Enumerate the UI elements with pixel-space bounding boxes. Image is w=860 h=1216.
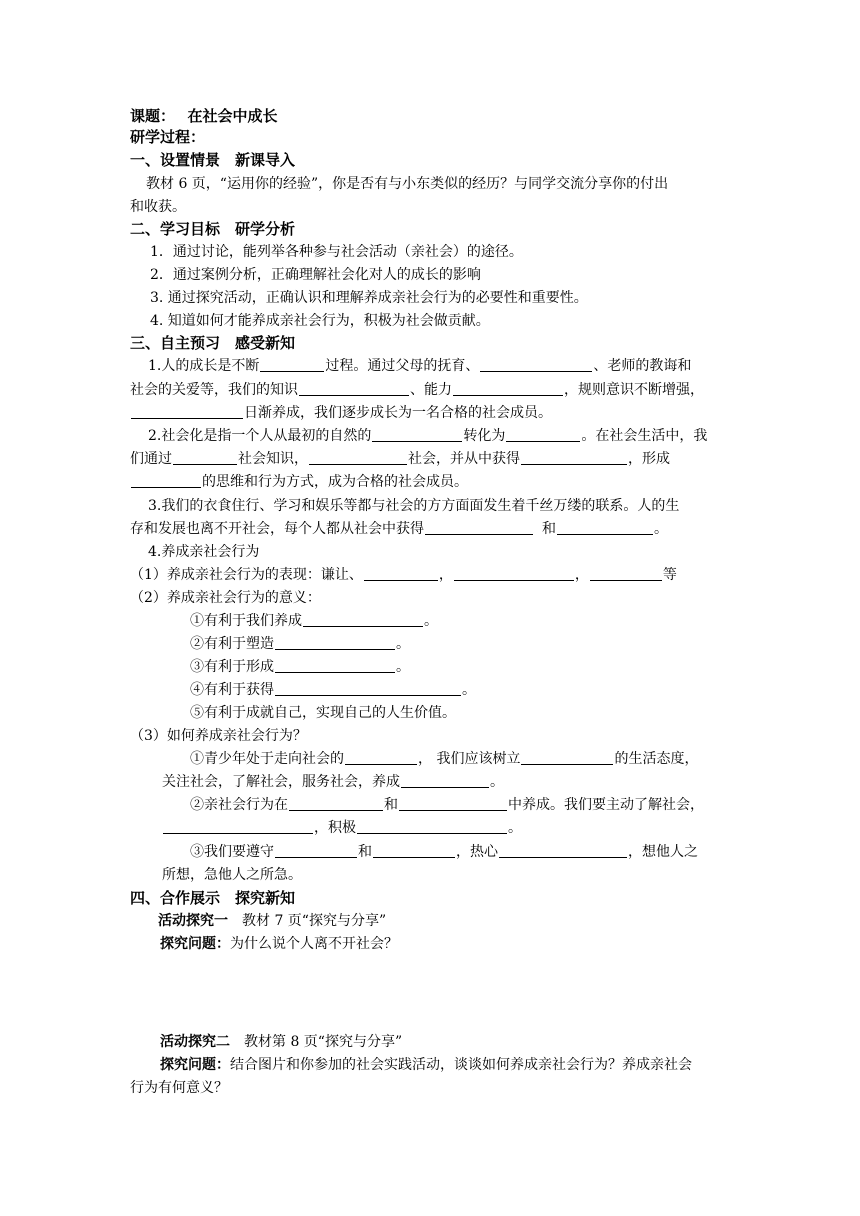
text: 。 bbox=[654, 521, 668, 537]
prosocial-significance-heading: （2）养成亲社会行为的意义： bbox=[130, 590, 321, 606]
text: 。 bbox=[424, 613, 438, 629]
activity-1 bbox=[158, 911, 386, 931]
how-to-item-2 bbox=[190, 795, 704, 815]
question-2 bbox=[160, 1055, 692, 1075]
text: 等 bbox=[662, 567, 677, 583]
text: ②亲社会行为在 bbox=[190, 797, 288, 813]
title-label: 课题： bbox=[130, 107, 176, 125]
text: ③有利于形成 bbox=[190, 659, 274, 675]
question-text: 结合图片和你参加的社会实践活动，谈谈如何养成亲社会行为？养成亲社会 bbox=[230, 1057, 692, 1073]
goal-item: 4. 知道如何才能养成亲社会行为，积极为社会做贡献。 bbox=[150, 313, 490, 329]
preview-item-2-cont bbox=[130, 449, 670, 469]
fill-blank[interactable] bbox=[590, 566, 662, 581]
preview-item-1 bbox=[148, 356, 691, 376]
fill-blank[interactable] bbox=[499, 843, 627, 858]
fill-blank[interactable] bbox=[373, 843, 455, 858]
text: 、能力 bbox=[410, 382, 452, 398]
fill-blank[interactable] bbox=[173, 450, 237, 465]
text: 的思维和行为方式，成为合格的社会成员。 bbox=[202, 474, 468, 490]
text: 。 bbox=[396, 636, 410, 652]
activity-2 bbox=[160, 1032, 402, 1052]
fill-blank[interactable] bbox=[131, 404, 243, 419]
fill-blank[interactable] bbox=[557, 520, 653, 535]
text: 日渐养成，我们逐步成长为一名合格的社会成员。 bbox=[244, 405, 552, 421]
significance-item bbox=[190, 634, 410, 654]
text: 。 bbox=[396, 659, 410, 675]
fill-blank[interactable] bbox=[521, 450, 627, 465]
section-1-text: 教材 6 页，“运用你的经验”，你是否有与小东类似的经历？与同学交流分享你的付出 bbox=[146, 176, 669, 192]
text: 关注社会，了解社会，服务社会，养成 bbox=[162, 774, 400, 790]
fill-blank[interactable] bbox=[453, 381, 563, 396]
section-1-heading: 一、设置情景 新课导入 bbox=[130, 151, 296, 169]
text: ②有利于塑造 bbox=[190, 636, 274, 652]
fill-blank[interactable] bbox=[454, 566, 574, 581]
fill-blank[interactable] bbox=[425, 520, 533, 535]
fill-blank[interactable] bbox=[303, 612, 423, 627]
text: 。在社会生活中，我 bbox=[581, 428, 708, 444]
preview-item-3-cont bbox=[130, 519, 668, 539]
fill-blank[interactable] bbox=[131, 473, 201, 488]
fill-blank[interactable] bbox=[163, 819, 313, 834]
text: 中养成。我们要主动了解社会， bbox=[508, 797, 704, 813]
question-2-cont: 行为有何意义？ bbox=[130, 1080, 228, 1096]
section-4-heading: 四、合作展示 探究新知 bbox=[130, 889, 296, 907]
activity-text: 教材 7 页“探究与分享” bbox=[228, 913, 387, 929]
activity-label: 活动探究一 bbox=[158, 913, 228, 929]
activity-text: 教材第 8 页“探究与分享” bbox=[230, 1034, 403, 1050]
fill-blank[interactable] bbox=[289, 796, 383, 811]
text: ①青少年处于走向社会的 bbox=[190, 751, 344, 767]
fill-blank[interactable] bbox=[480, 357, 592, 372]
fill-blank[interactable] bbox=[506, 427, 580, 442]
text: 存和发展也离不开社会，每个人都从社会中获得 bbox=[130, 521, 424, 537]
text: ，积极 bbox=[314, 820, 356, 836]
text: 1.人的成长是不断 bbox=[148, 358, 260, 374]
text: 的生活态度， bbox=[614, 751, 699, 767]
question-label: 探究问题： bbox=[160, 1057, 230, 1073]
fill-blank[interactable] bbox=[364, 566, 438, 581]
fill-blank[interactable] bbox=[521, 750, 613, 765]
how-to-item-2-cont bbox=[162, 818, 522, 838]
text: ， bbox=[574, 567, 589, 583]
significance-item bbox=[190, 680, 476, 700]
preview-item-2 bbox=[148, 426, 707, 446]
fill-blank[interactable] bbox=[309, 450, 407, 465]
text: ④有利于获得 bbox=[190, 682, 274, 698]
how-to-item-1-cont bbox=[162, 772, 504, 792]
fill-blank[interactable] bbox=[260, 357, 324, 372]
question-label: 探究问题： bbox=[160, 936, 230, 952]
process-label: 研学过程： bbox=[130, 128, 206, 146]
significance-item bbox=[190, 657, 410, 677]
activity-label: 活动探究二 bbox=[160, 1034, 230, 1050]
preview-item-4-heading: 4.养成亲社会行为 bbox=[148, 544, 260, 560]
text: ， bbox=[438, 567, 453, 583]
fill-blank[interactable] bbox=[345, 750, 417, 765]
text: 们通过 bbox=[130, 451, 172, 467]
section-3-heading: 三、自主预习 感受新知 bbox=[130, 334, 296, 352]
text: 转化为 bbox=[463, 428, 506, 444]
text: 。 bbox=[490, 774, 504, 790]
preview-item-2-cont bbox=[130, 472, 468, 492]
preview-item-1-cont bbox=[130, 380, 704, 400]
fill-blank[interactable] bbox=[275, 658, 395, 673]
text: 过程。通过父母的抚育、 bbox=[325, 358, 480, 374]
text: ①有利于我们养成 bbox=[190, 613, 302, 629]
text: 。 bbox=[462, 682, 476, 698]
text: （1）养成亲社会行为的表现：谦让、 bbox=[130, 567, 363, 583]
section-2-heading: 二、学习目标 研学分析 bbox=[130, 220, 296, 238]
text: ，想他人之 bbox=[628, 844, 698, 860]
fill-blank[interactable] bbox=[275, 635, 395, 650]
preview-item-3: 3.我们的衣食住行、学习和娱乐等都与社会的方方面面发生着千丝万缕的联系。人的生 bbox=[148, 498, 680, 514]
how-to-item-3 bbox=[190, 842, 698, 862]
prosocial-expression bbox=[130, 565, 677, 585]
fill-blank[interactable] bbox=[275, 681, 461, 696]
preview-item-1-cont bbox=[130, 403, 552, 423]
fill-blank[interactable] bbox=[401, 773, 489, 788]
text: 。 bbox=[508, 820, 522, 836]
how-to-item-3-cont: 所想，急他人之所急。 bbox=[162, 867, 302, 883]
title-text: 在社会中成长 bbox=[187, 107, 278, 125]
fill-blank[interactable] bbox=[399, 796, 507, 811]
goal-item: 2．通过案例分析，正确理解社会化对人的成长的影响 bbox=[150, 267, 481, 283]
text: 2.社会化是指一个人从最初的自然的 bbox=[148, 428, 372, 444]
fill-blank[interactable] bbox=[299, 381, 409, 396]
text: 社会，并从中获得 bbox=[408, 451, 520, 467]
text: ，热心 bbox=[456, 844, 498, 860]
text: 、老师的教诲和 bbox=[593, 358, 692, 374]
text: ，形成 bbox=[628, 451, 670, 467]
text: 社会知识， bbox=[238, 451, 308, 467]
fill-blank[interactable] bbox=[372, 427, 462, 442]
text: 和 bbox=[384, 797, 398, 813]
how-to-item-1 bbox=[190, 749, 698, 769]
fill-blank[interactable] bbox=[275, 843, 357, 858]
text: 社会的关爱等，我们的知识 bbox=[130, 382, 298, 398]
text: ，规则意识不断增强， bbox=[564, 382, 704, 398]
goal-item: 3. 通过探究活动，正确认识和理解养成亲社会行为的必要性和重要性。 bbox=[150, 290, 588, 306]
how-to-heading: （3）如何养成亲社会行为？ bbox=[130, 728, 307, 744]
text: ， 我们应该树立 bbox=[418, 751, 521, 767]
goal-item: 1．通过讨论，能列举各种参与社会活动（亲社会）的途径。 bbox=[150, 244, 523, 260]
fill-blank[interactable] bbox=[357, 819, 507, 834]
question-1 bbox=[160, 934, 398, 954]
text: ③我们要遵守 bbox=[190, 844, 274, 860]
text: 和 bbox=[542, 521, 556, 537]
section-1-text-cont: 和收获。 bbox=[130, 199, 186, 215]
text: 和 bbox=[358, 844, 372, 860]
question-text: 为什么说个人离不开社会？ bbox=[230, 936, 398, 952]
lesson-title bbox=[130, 106, 277, 127]
significance-item: ⑤有利于成就自己，实现自己的人生价值。 bbox=[190, 705, 456, 721]
significance-item bbox=[190, 611, 438, 631]
